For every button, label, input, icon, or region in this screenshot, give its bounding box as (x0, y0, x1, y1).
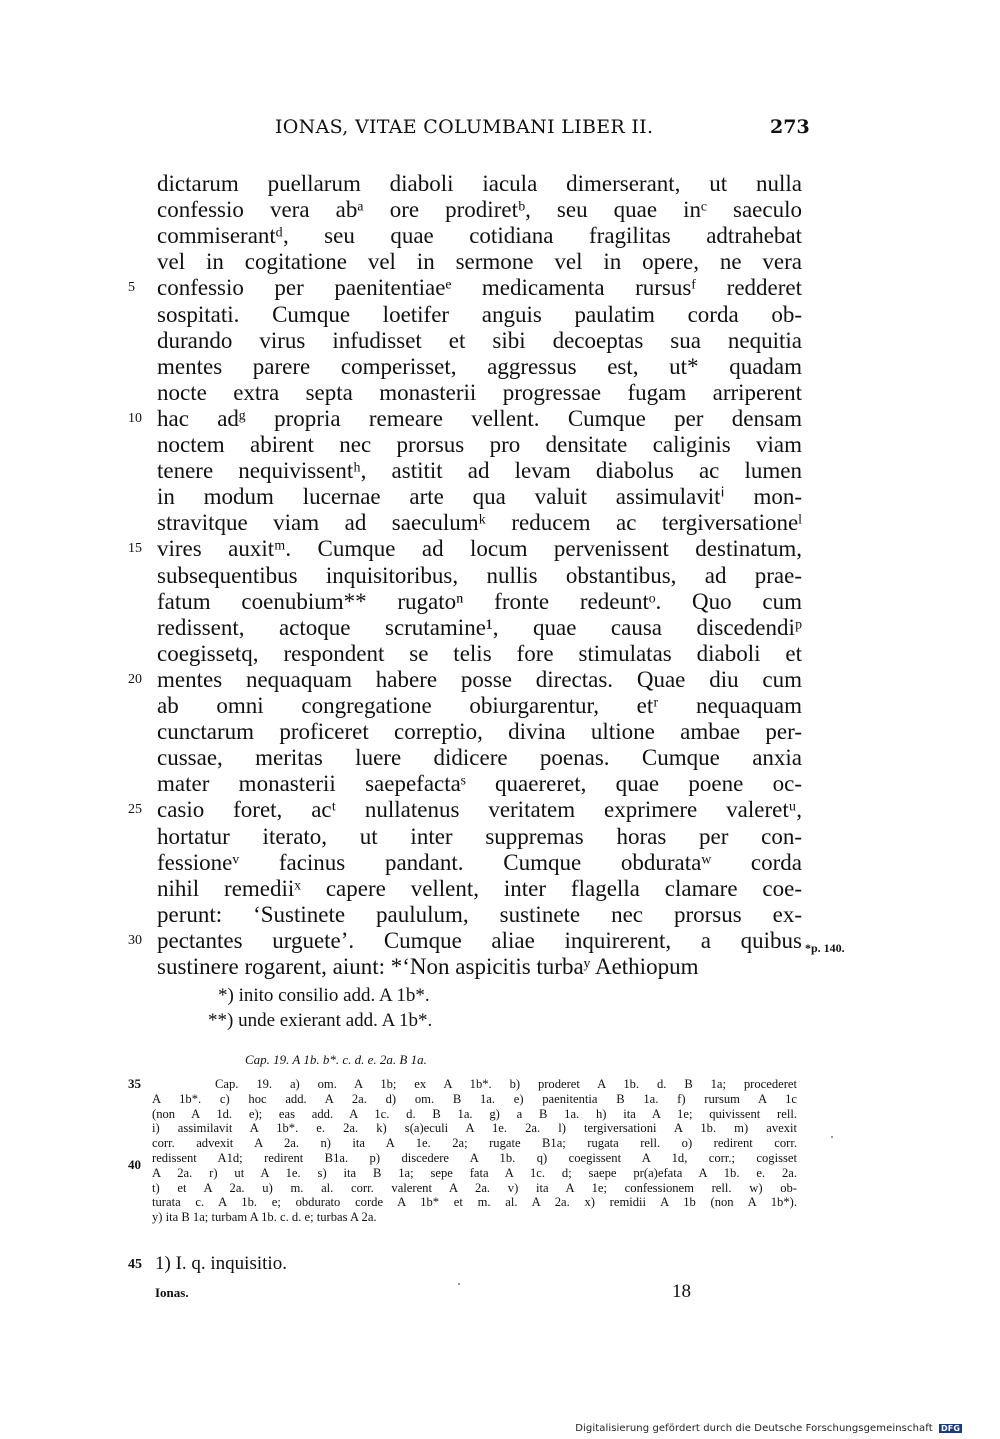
apparatus-line: A 1b*. c) hoc add. A 2a. d) om. B 1a. e) paenitentia B 1a. f) rursum A 1c (152, 1091, 797, 1106)
footnote-line-number: 45 (128, 1257, 142, 1272)
text-line: subsequentibus inquisitoribus, nullis obstantibus, ad prae- (157, 562, 802, 588)
text-line: perunt: ‘Sustinete paululum, sustinete nec prorsus ex- (157, 901, 802, 927)
running-title: IONAS, VITAE COLUMBANI LIBER II. (275, 116, 654, 138)
text-line: coegissetq, respondent se telis fore stimulatas diaboli et (157, 640, 802, 666)
text-line: fessioneᵛ facinus pandant. Cumque obdurataʷ corda (157, 849, 802, 875)
text-line: dictarum puellarum diaboli iacula dimerserant, ut nulla (157, 171, 802, 196)
line-number: 15 (128, 541, 142, 557)
text-line: mentes nequaquam habere posse directas. Quae diu cum (157, 666, 802, 692)
signature-label: Ionas. (155, 1285, 189, 1300)
text-line: pectantes urguete’. Cumque aliae inquirerent, a quibus (157, 927, 802, 953)
apparatus-line-number: 35 (128, 1076, 141, 1091)
line-number: 5 (128, 280, 135, 296)
apparatus-line: redissent A1d; redirent B1a. p) discedere A 1b. q) coegissent A 1d, corr.; cogisset (152, 1151, 797, 1165)
signature-number: 18 (672, 1281, 691, 1302)
text-line: casio foret, acᵗ nullatenus veritatem exprimere valeretᵘ, (157, 797, 802, 823)
text-line: vires auxitᵐ. Cumque ad locum pervenissent destinatum, (157, 536, 802, 562)
apparatus-line: (non A 1d. e); eas add. A 1c. d. B 1a. g) a B 1a. h) ita A 1e; quivissent rell. (152, 1106, 797, 1121)
apparatus-line: t) et A 2a. u) m. al. corr. valerent A 2a. v) ita A 1e; confessionem rell. w) ob- (152, 1180, 797, 1195)
text-line: ab omni congregatione obiurgarentur, etʳ nequaquam (157, 693, 802, 718)
apparatus-line: A 2a. r) ut A 1e. s) ita B 1a; sepe fata A 1c. d; saepe pr(a)efata A 1b. e. 2a. (152, 1165, 797, 1180)
credit-text: Digitalisierung gefördert durch die Deutsche Forschungsgemeinschaft (575, 1423, 933, 1434)
text-line: cunctarum proficeret correptio, divina ultione ambae per- (157, 719, 802, 745)
apparatus-line: turata c. A 1b. e; obdurato corde A 1b* et m. al. A 2a. x) remidii A 1b (non A 1b*). (152, 1195, 797, 1210)
text-line: in modum lucernae arte qua valuit assimulavitⁱ mon- (157, 484, 802, 510)
dfg-logo-icon: DFG (941, 1423, 960, 1433)
text-line: stravitque viam ad saeculumᵏ reducem ac tergiversationeˡ (157, 510, 802, 536)
speck (458, 1283, 460, 1285)
text-line: hortatur iterato, ut inter suppremas horas per con- (157, 823, 802, 849)
margin-page-reference: *p. 140. (805, 941, 845, 955)
text-line: tenere nequivissentʰ, astitit ad levam diabolus ac lumen (157, 458, 802, 484)
apparatus-line-number: 40 (128, 1157, 141, 1172)
star-note: *) inito consilio add. A 1b*. (218, 985, 430, 1006)
text-line: mater monasterii saepefactaˢ quaereret, quae poene oc- (157, 771, 802, 797)
text-line: confessio vera abᵃ ore prodiretᵇ, seu quae inᶜ saeculo (157, 197, 802, 223)
line-number: 20 (128, 671, 142, 687)
text-line: cussae, meritas luere didicere poenas. Cumque anxia (157, 745, 802, 771)
digitization-credit (575, 1423, 962, 1434)
text-line: sustinere rogarent, aiunt: *‘Non aspicitis turbaʸ Aethiopum (157, 954, 699, 979)
apparatus-line: corr. advexit A 2a. n) ita A 1e. 2a; rugate B1a; rugata rell. o) redirent corr. (152, 1136, 797, 1151)
footnote: 1) I. q. inquisitio. (155, 1253, 287, 1274)
text-line: sospitati. Cumque loetifer anguis paulatim corda ob- (157, 301, 802, 327)
text-line: nocte extra septa monasterii progressae fugam arriperent (157, 379, 802, 405)
text-line: fatum coenubium** rugatoⁿ fronte redeuntᵒ. Quo cum (157, 588, 802, 614)
page-number: 273 (770, 116, 810, 138)
apparatus-line: y) ita B 1a; turbam A 1b. c. d. e; turbas A 2a. (152, 1210, 377, 1225)
text-line: confessio per paenitentiaeᵉ medicamenta rursusᶠ redderet (157, 275, 802, 301)
text-line: vel in cogitatione vel in sermone vel in opere, ne vera (157, 249, 802, 275)
line-number: 10 (128, 410, 142, 426)
text-line: redissent, actoque scrutamine¹, quae causa discedendiᵖ (157, 614, 802, 640)
apparatus-line: Cap. 19. a) om. A 1b; ex A 1b*. b) proderet A 1b. d. B 1a; procederet (215, 1077, 797, 1091)
text-line: noctem abirent nec prorsus pro densitate caliginis viam (157, 432, 802, 457)
apparatus-line: i) assimilavit A 1b*. e. 2a. k) s(a)eculi A 1e. 2a. l) tergiversationi A 1b. m) avexit (152, 1121, 797, 1136)
line-number: 25 (128, 802, 142, 818)
apparatus-heading: Cap. 19. A 1b. b*. c. d. e. 2a. B 1a. (245, 1052, 427, 1067)
line-number: 30 (128, 932, 142, 948)
speck (831, 1136, 833, 1138)
text-line: hac adᵍ propria remeare vellent. Cumque per densam (157, 405, 802, 431)
star-note: **) unde exierant add. A 1b*. (208, 1010, 433, 1031)
text-line: commiserantᵈ, seu quae cotidiana fragilitas adtrahebat (157, 223, 802, 249)
text-line: mentes parere comperisset, aggressus est, ut* quadam (157, 353, 802, 379)
text-line: nihil remediiˣ capere vellent, inter flagella clamare coe- (157, 875, 802, 901)
text-line: durando virus infudisset et sibi decoeptas sua nequitia (157, 327, 802, 353)
